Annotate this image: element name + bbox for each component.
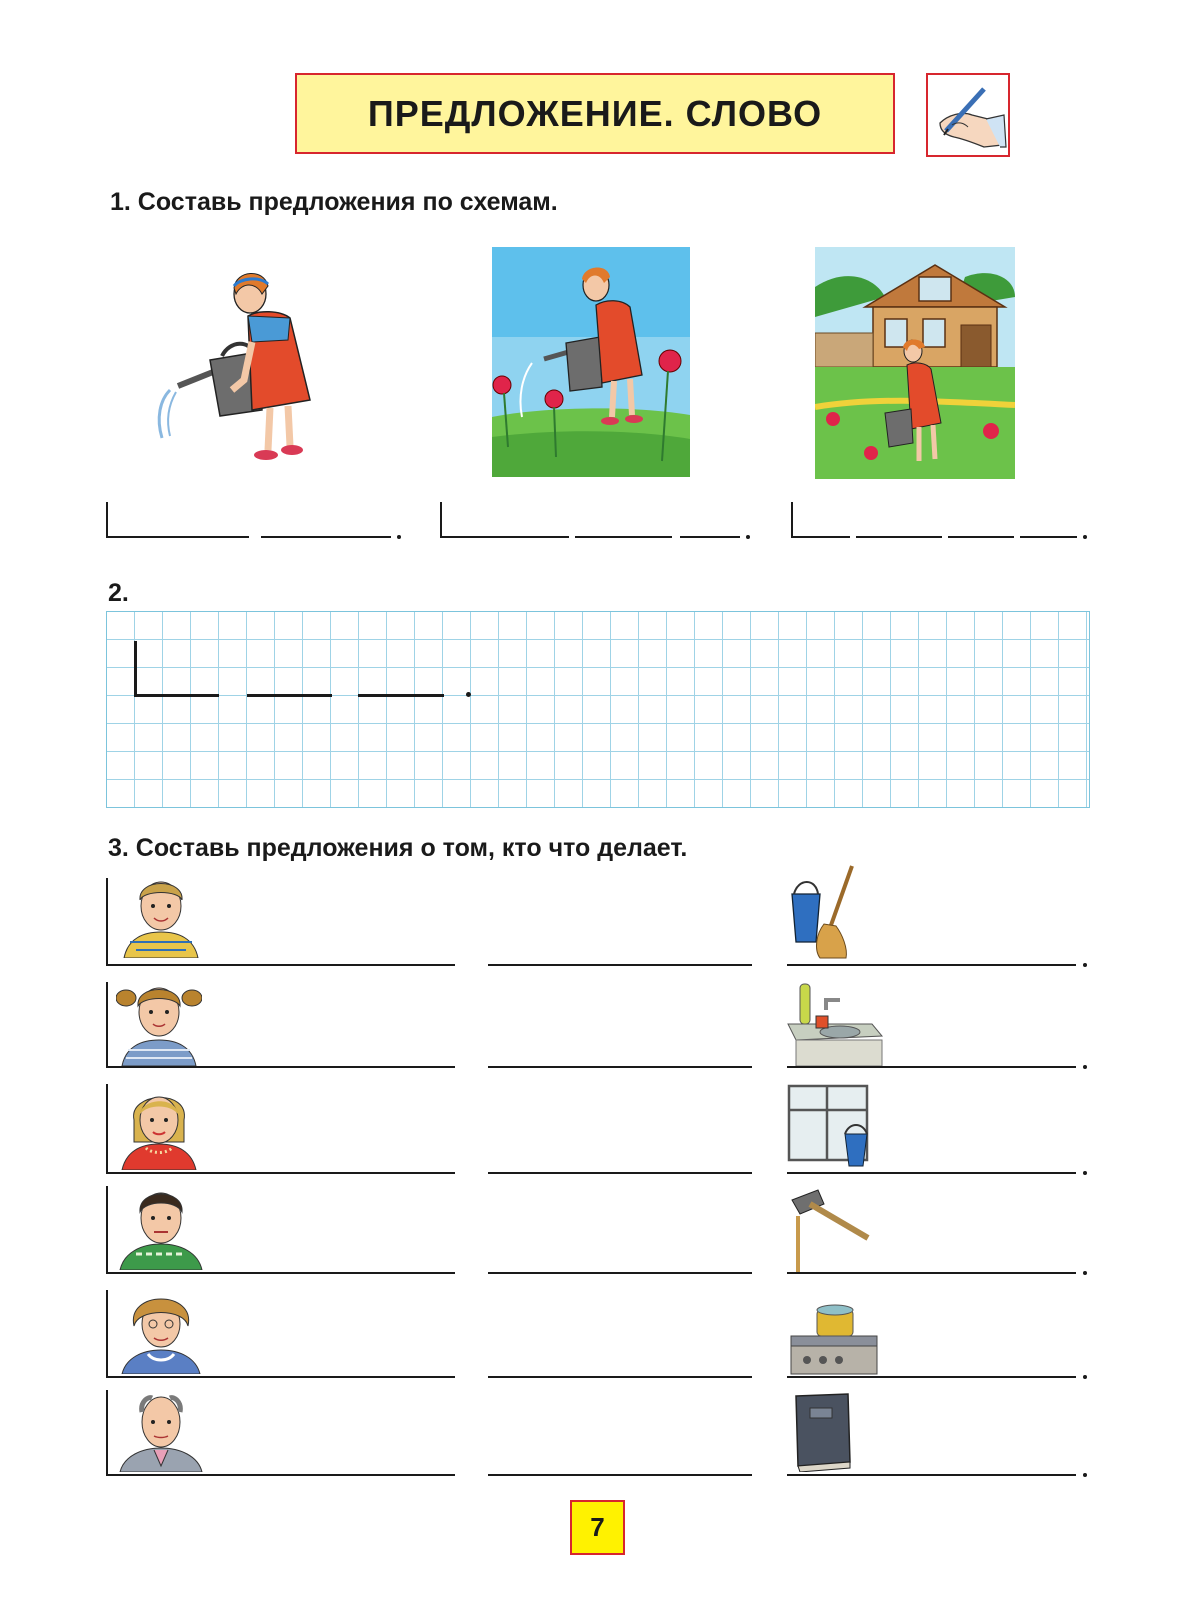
task2-heading: 2. xyxy=(108,579,129,607)
page-number: 7 xyxy=(570,1500,625,1555)
task1-heading: 1. Составь предложения по схемам. xyxy=(110,188,558,216)
hammer-icon xyxy=(788,1186,870,1272)
grandmother-icon xyxy=(118,1286,204,1374)
stove-icon xyxy=(787,1300,883,1376)
boy-icon xyxy=(120,872,202,958)
page-title: ПРЕДЛОЖЕНИЕ. СЛОВО xyxy=(367,92,823,134)
task2-grid xyxy=(106,611,1090,808)
sink-icon xyxy=(786,980,886,1066)
bucket-broom-icon xyxy=(790,864,860,960)
grandfather-icon xyxy=(116,1386,206,1472)
girl-watering-house-illustration xyxy=(815,247,1015,479)
man-icon xyxy=(116,1182,206,1270)
girl-watering-can-illustration xyxy=(140,260,330,485)
window-bucket-icon xyxy=(787,1084,875,1168)
girl-icon xyxy=(116,974,202,1066)
writing-hand-icon xyxy=(926,73,1010,157)
girl-watering-flowers-illustration xyxy=(492,247,690,477)
page-title-box xyxy=(295,73,895,154)
book-icon xyxy=(790,1392,856,1472)
woman-icon xyxy=(118,1080,200,1170)
task3-heading: 3. Составь предложения о том, кто что делает. xyxy=(108,834,688,862)
